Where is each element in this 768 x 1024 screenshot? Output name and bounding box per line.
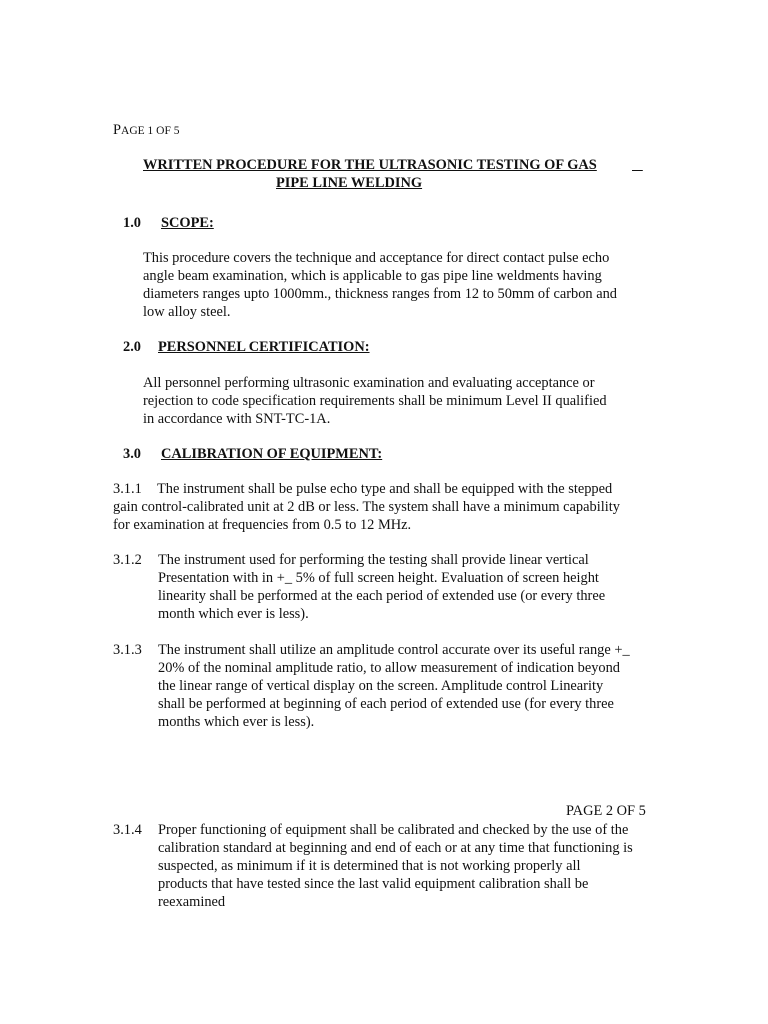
document-title-line-2: PIPE LINE WELDING — [276, 175, 423, 191]
clause-3-1-3-text — [158, 641, 630, 731]
text-line: suspected, as minimum if it is determined that is not working properly all — [158, 858, 581, 874]
page-label-initial: P — [113, 122, 122, 138]
text-line: for examination at frequencies from 0.5 to 12 MHz. — [113, 517, 412, 533]
personnel-paragraph — [143, 374, 607, 428]
text-line: products that have tested since the last valid equipment calibration shall be — [158, 876, 589, 892]
page-number-label — [113, 121, 179, 140]
text-line: months which ever is less). — [158, 714, 315, 730]
clause-number: 3.1.4 — [113, 822, 142, 838]
clause-number: 3.1.2 — [113, 552, 142, 568]
text-line: reexamined — [158, 894, 226, 910]
clause-first-line: The instrument shall be pulse echo type and shall be equipped with the stepped — [157, 481, 613, 497]
text-line: The instrument shall utilize an amplitude control accurate over its useful range +_ — [158, 642, 630, 658]
text-line: angle beam examination, which is applicable to gas pipe line weldments having — [143, 268, 602, 284]
section-title: PERSONNEL CERTIFICATION: — [158, 339, 370, 355]
scope-paragraph — [143, 249, 617, 321]
section-heading-scope — [123, 214, 214, 232]
section-number: 1.0 — [123, 215, 141, 231]
text-line: calibration standard at beginning and end of each or at any time that functioning is — [158, 840, 633, 856]
page-number-label-2: PAGE 2 OF 5 — [566, 803, 646, 819]
text-line: month which ever is less). — [158, 606, 309, 622]
text-line: shall be performed at beginning of each period of extended use (for every three — [158, 696, 614, 712]
section-heading-personnel — [123, 338, 370, 356]
clause-3-1-1-text — [113, 498, 620, 534]
clause-number: 3.1.1 — [113, 481, 142, 497]
text-line: linearity shall be performed at the each period of extended use (or every three — [158, 588, 606, 604]
clause-3-1-2-text — [158, 551, 605, 623]
section-title: SCOPE: — [161, 215, 214, 231]
clause-number: 3.1.3 — [113, 642, 142, 658]
title-underline-tail — [632, 156, 643, 174]
text-line: diameters ranges upto 1000mm., thickness ranges from 12 to 50mm of carbon and — [143, 286, 617, 302]
clause-3-1-4-text — [158, 821, 633, 911]
section-title: CALIBRATION OF EQUIPMENT: — [161, 446, 383, 462]
section-number: 2.0 — [123, 339, 141, 355]
text-line: Presentation with in +_ 5% of full screen height. Evaluation of screen height — [158, 570, 599, 586]
text-line: the linear range of vertical display on the screen. Amplitude control Linearity — [158, 678, 604, 694]
text-line: 20% of the nominal amplitude ratio, to allow measurement of indication beyond — [158, 660, 620, 676]
text-line: gain control-calibrated unit at 2 dB or less. The system shall have a minimum capability — [113, 499, 620, 515]
text-line: low alloy steel. — [143, 304, 231, 320]
text-line: in accordance with SNT-TC-1A. — [143, 411, 331, 427]
text-line: Proper functioning of equipment shall be calibrated and checked by the use of the — [158, 822, 629, 838]
page-label-rest: AGE 1 OF 5 — [121, 125, 180, 137]
text-line: This procedure covers the technique and acceptance for direct contact pulse echo — [143, 250, 610, 266]
document-title-line-1: WRITTEN PROCEDURE FOR THE ULTRASONIC TESTING OF GAS — [143, 157, 597, 173]
text-line: rejection to code specification requirements shall be minimum Level II qualified — [143, 393, 607, 409]
section-heading-calibration — [123, 445, 382, 463]
text-line: All personnel performing ultrasonic examination and evaluating acceptance or — [143, 375, 595, 391]
section-number: 3.0 — [123, 446, 141, 462]
text-line: The instrument used for performing the testing shall provide linear vertical — [158, 552, 589, 568]
